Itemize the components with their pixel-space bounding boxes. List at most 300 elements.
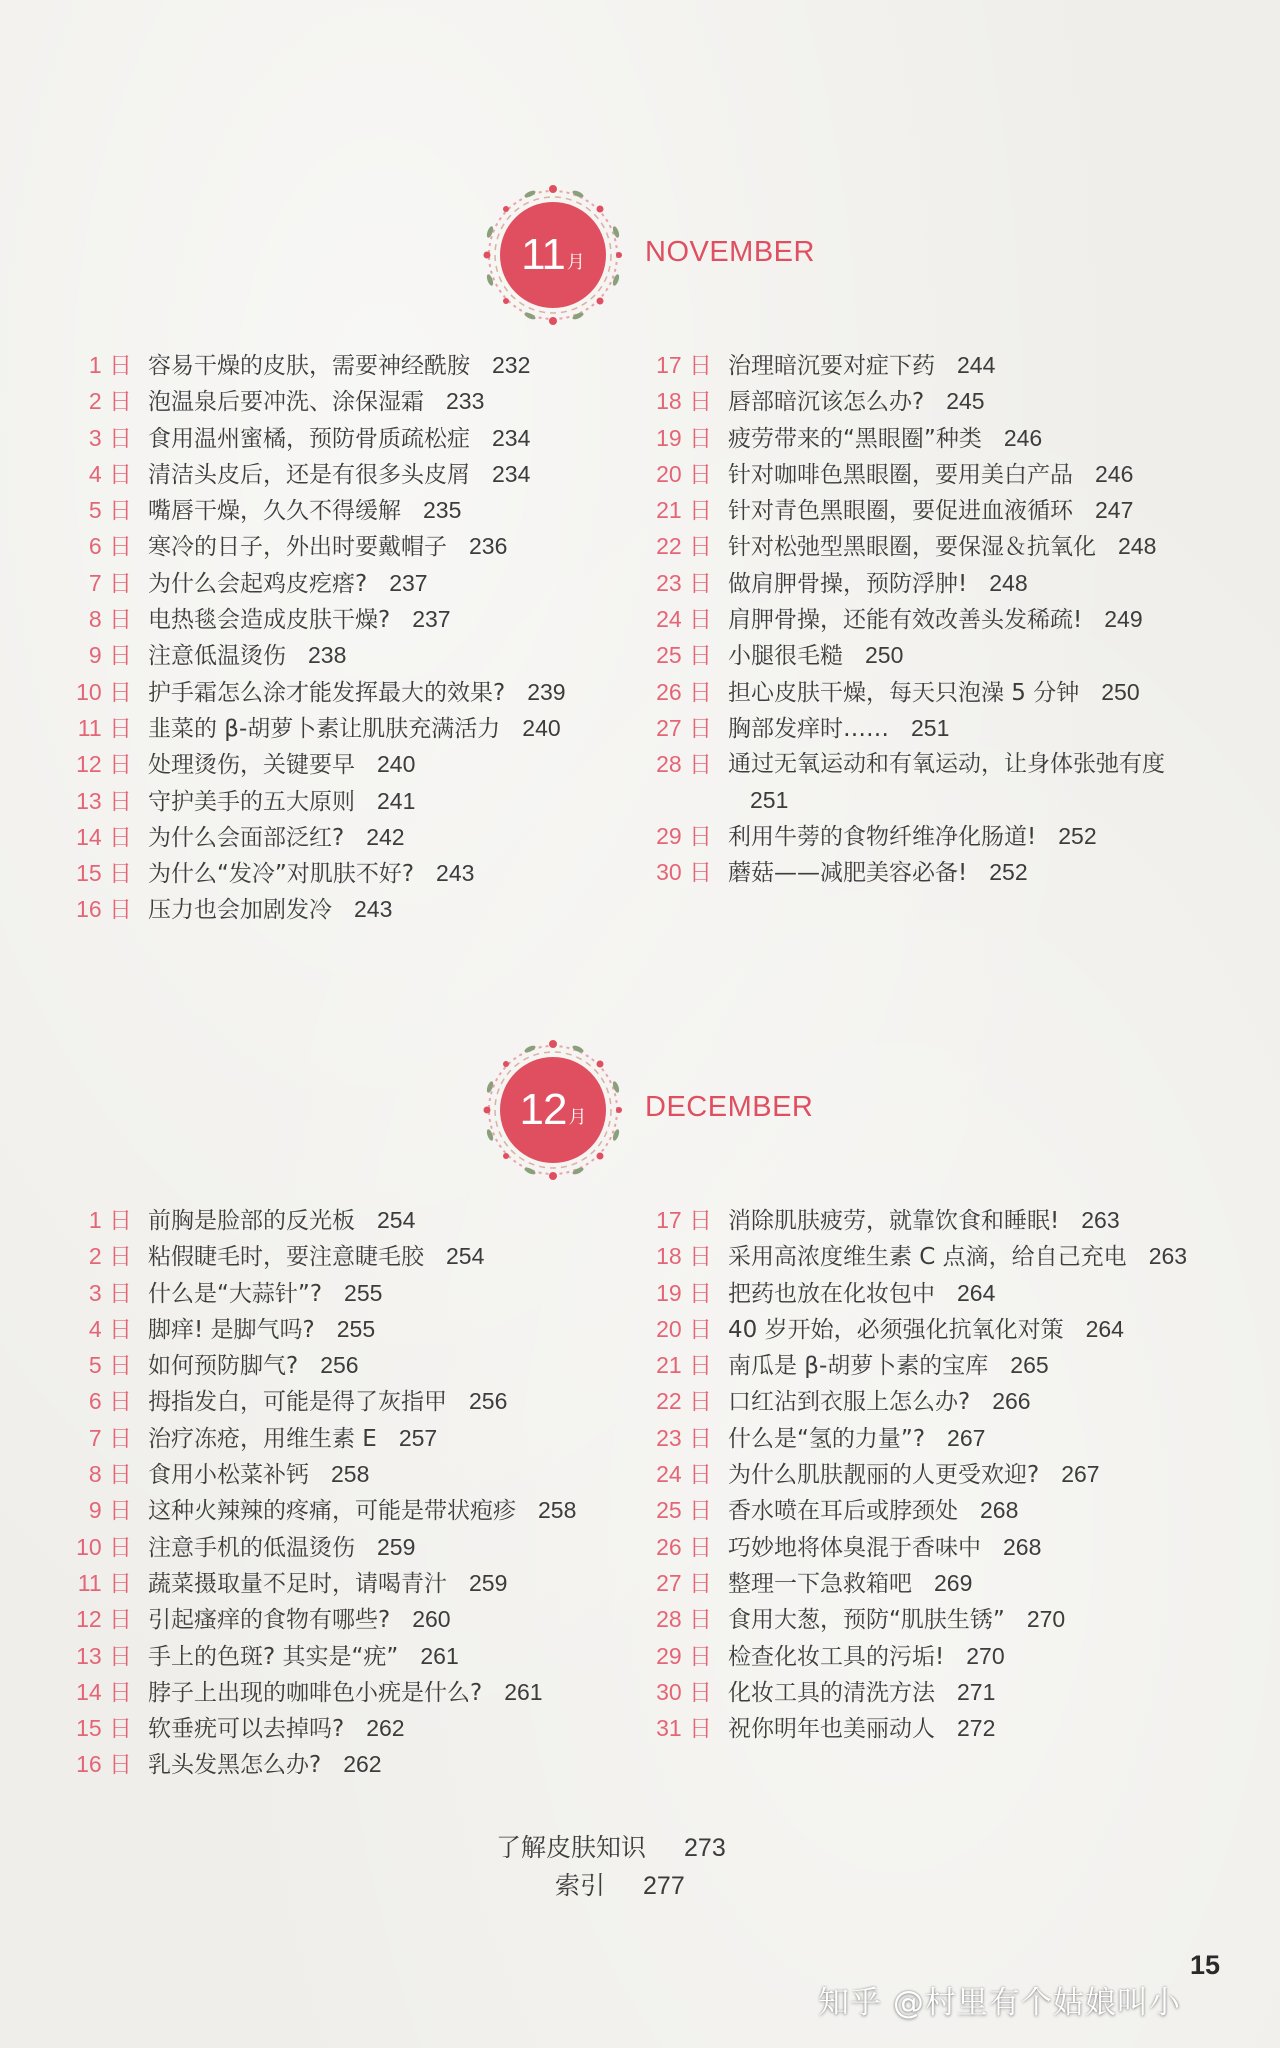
entry-day — [70, 1457, 148, 1493]
toc-column-left — [70, 1203, 630, 1784]
entry-page: 242 — [366, 823, 405, 850]
entry-page: 268 — [1003, 1533, 1042, 1560]
entry-page: 258 — [538, 1497, 577, 1524]
entry-day — [650, 421, 728, 457]
entry-day — [70, 784, 148, 820]
entry-page: 265 — [1010, 1352, 1049, 1379]
entry-text — [148, 1239, 630, 1275]
toc-entry[interactable] — [650, 711, 1210, 747]
day-unit: 日 — [689, 1353, 712, 1380]
entry-day — [70, 711, 148, 747]
toc-entry[interactable] — [650, 566, 1210, 602]
entry-day — [650, 1276, 728, 1312]
entry-text — [148, 711, 630, 747]
day-number: 26 — [656, 678, 682, 705]
toc-entry[interactable] — [70, 1639, 630, 1675]
toc-entry[interactable] — [650, 1530, 1210, 1566]
entry-page: 272 — [957, 1715, 996, 1742]
entry-page: 249 — [1104, 606, 1143, 633]
toc-entry[interactable] — [70, 421, 630, 457]
entry-title: 乳头发黑怎么办? — [148, 1752, 322, 1779]
toc-entry[interactable] — [70, 747, 630, 783]
entry-text — [148, 1602, 630, 1638]
toc-entry[interactable] — [650, 493, 1210, 529]
entry-title: 南瓜是 β-胡萝卜素的宝库 — [728, 1353, 989, 1380]
toc-entry[interactable] — [650, 1421, 1210, 1457]
entry-text — [728, 1639, 1210, 1675]
entry-day — [70, 820, 148, 856]
toc-entry[interactable] — [650, 457, 1210, 493]
day-unit: 日 — [689, 1244, 712, 1271]
day-number: 20 — [656, 460, 682, 487]
entry-page: 232 — [492, 352, 531, 378]
entry-page: 255 — [336, 1315, 376, 1342]
entry-title: 肩胛骨操，还能有效改善头发稀疏! — [728, 607, 1083, 634]
day-number: 29 — [656, 822, 682, 849]
entry-title: 如何预防脚气? — [148, 1353, 299, 1380]
entry-day — [70, 1566, 148, 1602]
day-unit: 日 — [689, 823, 712, 850]
entry-page: 266 — [992, 1388, 1031, 1415]
entry-day — [70, 1276, 148, 1312]
toc-entry[interactable] — [70, 711, 630, 747]
entry-day — [70, 1312, 148, 1348]
toc-entry[interactable] — [70, 1747, 630, 1783]
entry-day — [650, 819, 728, 855]
entry-page: 261 — [504, 1678, 543, 1705]
month-english-name: NOVEMBER — [645, 236, 815, 268]
entry-day — [70, 1421, 148, 1457]
toc-entry[interactable] — [650, 348, 1210, 384]
entry-title: 什么是“氢的力量”? — [728, 1425, 926, 1452]
day-unit: 日 — [109, 1534, 132, 1561]
entry-page: 248 — [1118, 533, 1157, 560]
toc-entry[interactable] — [650, 421, 1210, 457]
day-unit: 日 — [109, 425, 132, 452]
day-number: 15 — [76, 1715, 102, 1742]
entry-day — [650, 1602, 728, 1638]
entry-page: 264 — [957, 1279, 996, 1306]
toc-entry[interactable] — [650, 1239, 1210, 1275]
entry-page: 257 — [398, 1424, 438, 1451]
entry-day — [70, 421, 148, 457]
entry-text — [148, 1276, 630, 1312]
day-number: 26 — [656, 1533, 682, 1560]
toc-entry[interactable] — [70, 529, 630, 565]
day-unit: 日 — [109, 1716, 132, 1743]
entry-page: 259 — [469, 1569, 508, 1596]
day-unit: 日 — [689, 1389, 712, 1416]
day-number: 19 — [656, 1279, 682, 1306]
entry-day — [70, 493, 148, 529]
toc-entry[interactable] — [650, 638, 1210, 674]
day-unit: 日 — [689, 389, 712, 416]
entry-day — [650, 675, 728, 711]
entry-text — [148, 675, 630, 711]
entry-page: 256 — [320, 1352, 359, 1379]
day-unit: 日 — [689, 461, 712, 488]
day-unit: 日 — [109, 715, 132, 742]
toc-entry-index[interactable] — [555, 1866, 685, 1902]
entry-page: 260 — [412, 1606, 451, 1633]
entry-page: 247 — [1095, 497, 1134, 524]
day-number: 27 — [656, 714, 682, 741]
day-number: 4 — [88, 1315, 102, 1342]
toc-entry[interactable] — [650, 1711, 1210, 1747]
entry-day — [650, 1566, 728, 1602]
entry-title: 做肩胛骨操，预防浮肿! — [728, 570, 968, 597]
toc-entry[interactable] — [650, 1312, 1210, 1348]
entry-page: 270 — [1026, 1606, 1066, 1633]
month-unit: 月 — [566, 252, 585, 273]
entry-text — [728, 566, 1210, 602]
day-number: 9 — [88, 1497, 102, 1524]
day-number: 5 — [88, 497, 102, 524]
toc-entry-skin-knowledge[interactable] — [496, 1828, 726, 1864]
month-circle — [500, 1057, 606, 1163]
entry-day — [70, 1602, 148, 1638]
entry-page: 254 — [446, 1243, 485, 1270]
entry-text — [148, 602, 630, 638]
day-number: 28 — [656, 751, 682, 778]
toc-entry[interactable] — [70, 1421, 630, 1457]
day-number: 22 — [656, 533, 682, 560]
day-unit: 日 — [689, 498, 712, 525]
toc-entry[interactable] — [650, 529, 1210, 565]
entry-title: 通过无氧运动和有氧运动，让身体张弛有度 — [728, 751, 1165, 778]
day-number: 10 — [76, 1533, 102, 1560]
entry-page: 263 — [1081, 1207, 1120, 1233]
toc-entry[interactable] — [650, 855, 1210, 891]
toc-entry[interactable] — [70, 1239, 630, 1275]
entry-text — [728, 457, 1210, 493]
day-unit: 日 — [689, 570, 712, 597]
entry-text — [728, 1566, 1210, 1602]
entry-title: 注意低温烫伤 — [148, 643, 286, 670]
toc-entry[interactable] — [70, 602, 630, 638]
toc-entry[interactable] — [70, 1312, 630, 1348]
day-number: 22 — [656, 1388, 682, 1415]
entry-day — [650, 1203, 728, 1239]
entry-text — [728, 1348, 1210, 1384]
toc-entry[interactable] — [70, 820, 630, 856]
entry-day — [70, 1747, 148, 1783]
entry-day — [70, 1675, 148, 1711]
day-unit: 日 — [109, 643, 132, 670]
entry-page: 239 — [527, 678, 566, 705]
day-unit: 日 — [689, 679, 712, 706]
entry-title: 寒冷的日子，外出时要戴帽子 — [148, 534, 447, 561]
entry-text — [728, 421, 1210, 457]
toc-entry[interactable] — [650, 1675, 1210, 1711]
entry-page: 255 — [344, 1279, 383, 1306]
toc-entry[interactable] — [650, 675, 1210, 711]
entry-title: 这种火辣辣的疼痛，可能是带状疱疹 — [148, 1498, 516, 1525]
entry-text — [728, 1675, 1210, 1711]
day-number: 21 — [656, 1352, 682, 1379]
toc-entry[interactable] — [70, 1203, 630, 1239]
day-unit: 日 — [109, 1643, 132, 1670]
entry-page: 248 — [989, 569, 1028, 596]
day-number: 7 — [88, 1424, 102, 1451]
day-number: 17 — [656, 352, 682, 378]
entry-page: 254 — [377, 1207, 416, 1233]
entry-day — [650, 566, 728, 602]
entry-day — [70, 1711, 148, 1747]
day-unit: 日 — [109, 461, 132, 488]
day-number: 20 — [656, 1315, 682, 1342]
day-number: 23 — [656, 1424, 682, 1451]
entry-day — [650, 1239, 728, 1275]
entry-page: 250 — [1101, 678, 1140, 705]
toc-entry[interactable] — [650, 602, 1210, 638]
day-number: 28 — [656, 1606, 682, 1633]
toc-entry[interactable] — [70, 784, 630, 820]
toc-entry[interactable] — [70, 1602, 630, 1638]
entry-title: 食用大葱，预防“肌肤生锈” — [728, 1607, 1005, 1634]
entry-text — [728, 493, 1210, 529]
toc-entry[interactable] — [650, 1348, 1210, 1384]
entry-title: 泡温泉后要冲洗、涂保湿霜 — [148, 389, 424, 416]
month-circle — [500, 202, 606, 308]
entry-title: 消除肌肤疲劳，就靠饮食和睡眠! — [728, 1208, 1060, 1234]
entry-day — [70, 1639, 148, 1675]
toc-column-right — [650, 1203, 1210, 1747]
entry-title: 口红沾到衣服上怎么办? — [728, 1389, 971, 1416]
entry-title: 脖子上出现的咖啡色小疣是什么? — [148, 1679, 483, 1706]
toc-entry[interactable] — [70, 892, 630, 928]
toc-entry[interactable] — [70, 1566, 630, 1602]
day-unit: 日 — [109, 1679, 132, 1706]
entry-text — [148, 1639, 630, 1675]
entry-title: 治理暗沉要对症下药 — [728, 353, 935, 379]
entry-page: 273 — [684, 1834, 726, 1862]
toc-entry[interactable] — [650, 819, 1210, 855]
day-unit: 日 — [109, 788, 132, 815]
entry-title: 粘假睫毛时，要注意睫毛胶 — [148, 1244, 424, 1271]
day-unit: 日 — [109, 752, 132, 779]
entry-page: 240 — [377, 751, 416, 778]
toc-entry[interactable] — [650, 1384, 1210, 1420]
entry-title: 软垂疣可以去掉吗? — [148, 1716, 345, 1743]
toc-entry[interactable] — [70, 1711, 630, 1747]
entry-day — [650, 1675, 728, 1711]
entry-text — [148, 493, 630, 529]
entry-day — [70, 1203, 148, 1239]
entry-title: 巧妙地将体臭混于香味中 — [728, 1534, 981, 1561]
entry-title: 为什么“发冷”对肌肤不好? — [148, 861, 415, 888]
entry-title: 电热毯会造成皮肤干燥? — [148, 607, 391, 634]
entry-title: 疲劳带来的“黑眼圈”种类 — [728, 425, 982, 452]
toc-entry[interactable] — [70, 1457, 630, 1493]
day-number: 2 — [88, 388, 102, 415]
entry-day — [70, 892, 148, 928]
day-unit: 日 — [109, 607, 132, 634]
entry-day — [650, 493, 728, 529]
day-unit: 日 — [109, 570, 132, 597]
month-unit: 月 — [568, 1107, 587, 1128]
entry-text — [728, 1457, 1210, 1493]
toc-entry[interactable] — [70, 675, 630, 711]
day-unit: 日 — [689, 860, 712, 887]
entry-page: 246 — [1095, 460, 1134, 487]
day-number: 5 — [88, 1352, 102, 1379]
day-unit: 日 — [689, 425, 712, 452]
toc-entry[interactable] — [70, 1348, 630, 1384]
day-number: 30 — [656, 1678, 682, 1705]
entry-day — [650, 711, 728, 747]
day-unit: 日 — [689, 1498, 712, 1525]
entry-title: 针对青色黑眼圈，要促进血液循环 — [728, 498, 1073, 525]
day-number: 23 — [656, 569, 682, 596]
day-unit: 日 — [689, 1534, 712, 1561]
entry-page: 240 — [522, 714, 561, 741]
entry-text — [148, 348, 630, 384]
entry-day — [650, 602, 728, 638]
day-unit: 日 — [109, 1498, 132, 1525]
day-unit: 日 — [689, 1280, 712, 1307]
entry-text — [728, 1493, 1210, 1529]
toc-entry[interactable] — [70, 348, 630, 384]
toc-entry[interactable] — [70, 856, 630, 892]
day-number: 7 — [88, 569, 102, 596]
toc-entry[interactable] — [650, 1566, 1210, 1602]
entry-text — [148, 1675, 630, 1711]
entry-text — [148, 1312, 630, 1348]
month-number: 12 — [519, 1085, 567, 1134]
entry-text — [148, 638, 630, 674]
toc-entry[interactable] — [70, 1276, 630, 1312]
entry-text — [148, 1747, 630, 1783]
day-unit: 日 — [109, 353, 132, 379]
entry-text — [148, 856, 630, 892]
entry-title: 韭菜的 β-胡萝卜素让肌肤充满活力 — [148, 715, 501, 742]
day-number: 11 — [77, 714, 102, 741]
entry-page: 236 — [469, 533, 508, 560]
entry-title: 胸部发痒时…… — [728, 715, 889, 742]
toc-entry[interactable] — [650, 747, 1210, 819]
toc-entry[interactable] — [650, 1276, 1210, 1312]
entry-text — [148, 1348, 630, 1384]
entry-text — [728, 855, 1210, 891]
day-unit: 日 — [689, 1607, 712, 1634]
toc-column-left — [70, 348, 630, 929]
day-number: 13 — [76, 1642, 102, 1669]
toc-entry[interactable] — [650, 1493, 1210, 1529]
toc-entry[interactable] — [650, 1639, 1210, 1675]
entry-text — [148, 1203, 630, 1239]
day-number: 13 — [76, 787, 102, 814]
entry-page: 234 — [492, 424, 531, 451]
entry-title: 容易干燥的皮肤，需要神经酰胺 — [148, 353, 470, 379]
entry-title: 守护美手的五大原则 — [148, 788, 355, 815]
entry-title: 为什么会面部泛红? — [148, 824, 345, 851]
toc-entry[interactable] — [70, 384, 630, 420]
entry-day — [650, 529, 728, 565]
entry-title: 小腿很毛糙 — [728, 643, 843, 670]
day-number: 3 — [88, 424, 102, 451]
toc-entry[interactable] — [70, 566, 630, 602]
entry-day — [650, 855, 728, 891]
toc-entry[interactable] — [650, 1602, 1210, 1638]
toc-entry[interactable] — [70, 1530, 630, 1566]
entry-page: 238 — [308, 642, 347, 669]
entry-day — [70, 384, 148, 420]
entry-day — [70, 1493, 148, 1529]
day-unit: 日 — [109, 1280, 132, 1307]
day-unit: 日 — [689, 1643, 712, 1670]
entry-page: 241 — [377, 787, 416, 814]
toc-entry[interactable] — [650, 1457, 1210, 1493]
day-number: 1 — [88, 352, 102, 378]
toc-entry[interactable] — [70, 1493, 630, 1529]
entry-text — [728, 747, 1210, 819]
toc-entry[interactable] — [650, 1203, 1210, 1239]
entry-day — [650, 747, 728, 783]
entry-text — [148, 1493, 630, 1529]
entry-title: 蘑菇——减肥美容必备! — [728, 860, 968, 887]
entry-title: 检查化妆工具的污垢! — [728, 1643, 945, 1670]
day-unit: 日 — [109, 1425, 132, 1452]
day-unit: 日 — [109, 897, 132, 924]
day-unit: 日 — [109, 1570, 132, 1597]
day-unit: 日 — [689, 353, 712, 379]
entry-page: 243 — [354, 896, 393, 923]
entry-day — [650, 1530, 728, 1566]
entry-title: 手上的色斑? 其实是“疣” — [148, 1643, 399, 1670]
toc-entry[interactable] — [70, 1384, 630, 1420]
entry-day — [650, 1711, 728, 1747]
entry-title: 化妆工具的清洗方法 — [728, 1679, 935, 1706]
toc-entry[interactable] — [70, 638, 630, 674]
entry-title: 食用温州蜜橘，预防骨质疏松症 — [148, 425, 470, 452]
entry-text — [728, 1384, 1210, 1420]
day-unit: 日 — [689, 607, 712, 634]
day-number: 29 — [656, 1642, 682, 1669]
day-unit: 日 — [689, 534, 712, 561]
day-number: 8 — [88, 606, 102, 633]
entry-day — [650, 1421, 728, 1457]
entry-day — [650, 384, 728, 420]
entry-title: 压力也会加剧发冷 — [148, 897, 332, 924]
day-number: 11 — [77, 1569, 102, 1596]
entry-text — [728, 1239, 1210, 1275]
entry-day — [70, 1530, 148, 1566]
day-unit: 日 — [109, 1353, 132, 1380]
toc-entry[interactable] — [70, 493, 630, 529]
entry-day — [70, 566, 148, 602]
toc-entry[interactable] — [70, 457, 630, 493]
month-badge — [478, 1035, 878, 1195]
toc-entry[interactable] — [70, 1675, 630, 1711]
toc-entry[interactable] — [650, 384, 1210, 420]
toc-column-right — [650, 348, 1210, 891]
day-number: 25 — [656, 642, 682, 669]
entry-text — [728, 711, 1210, 747]
entry-page: 268 — [980, 1497, 1019, 1524]
day-unit: 日 — [109, 1316, 132, 1343]
day-unit: 日 — [109, 1462, 132, 1489]
watermark: 知乎 @村里有个姑娘叫小 — [818, 1985, 1181, 2021]
entry-title: 拇指发白，可能是得了灰指甲 — [148, 1389, 447, 1416]
day-number: 24 — [656, 1461, 682, 1488]
entry-page: 250 — [865, 642, 904, 669]
entry-text — [728, 1312, 1210, 1348]
day-number: 25 — [656, 1497, 682, 1524]
entry-text — [148, 1421, 630, 1457]
entry-page: 258 — [331, 1461, 370, 1488]
entry-page: 259 — [377, 1533, 416, 1560]
